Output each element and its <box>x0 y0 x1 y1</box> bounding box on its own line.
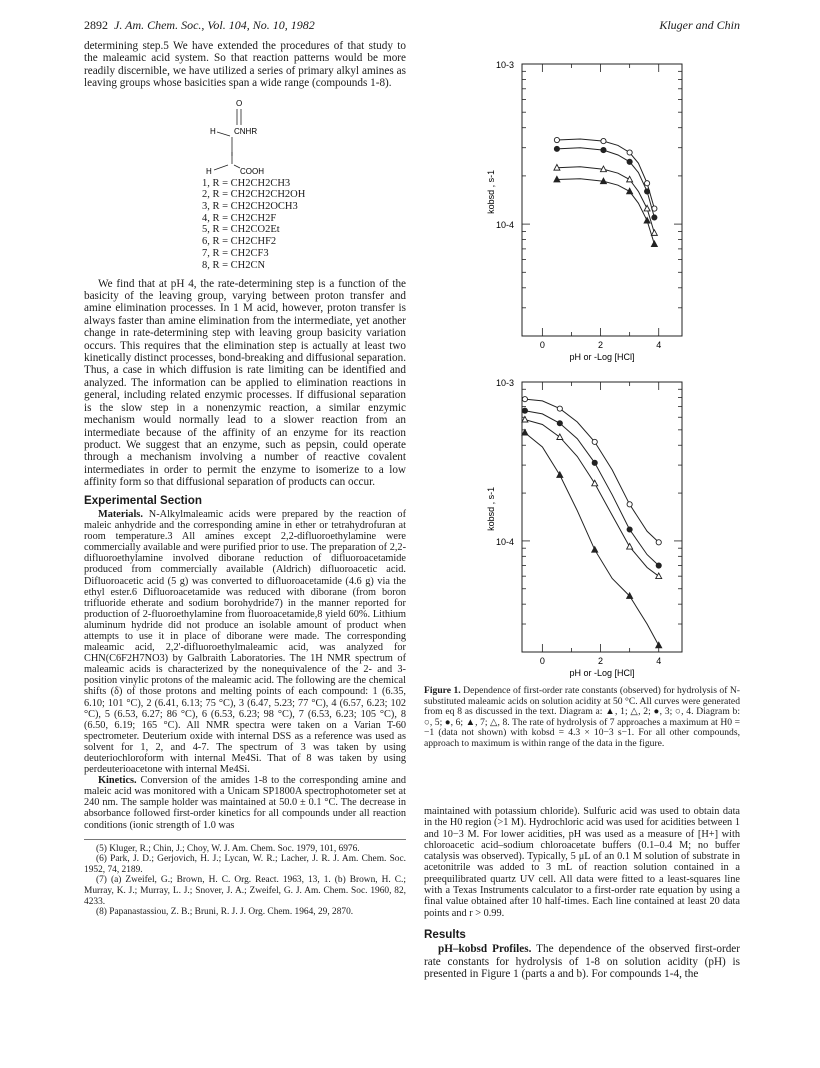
figure-caption-text: Dependence of first-order rate constants (observed) for hydrolysis of N-substituted maleamic acids on solution acidity at 50 °C. All curves were generated from eq 8 as discussed in the text. Diagram a: ▲, 1; △, 2; ●, 3; ○, 4. Diagram b: ○, 5; ●, 6; ▲, 7; △, 8. The rate of hydrolysis of 7 approaches a maximum at H0 = −1 (data not shown) with kobsd = 4.3 × 10−3 s−1. For all other compounds, approach to maximum is within range of the data in the figure. <box>424 685 740 749</box>
page-number: 2892 <box>84 18 108 32</box>
series-line-a-2 <box>557 167 655 233</box>
results-paragraph <box>424 943 740 980</box>
kinetics-text: Conversion of the amides 1-8 to the corresponding amine and maleic acid was monitored with a Unicam SP1800A spectrophotometer set at 240 nm. The sample holder was maintained at 50.0 ± 0.1 °C. The decrease in absorbance followed first-order kinetics for all compounds under all reaction conditions (ionic strength of 1.0 was <box>84 775 407 831</box>
plot-frame-b <box>522 382 682 652</box>
data-point-a-3 <box>554 146 559 151</box>
data-point-a-2 <box>651 230 657 236</box>
data-point-b-8 <box>627 543 633 549</box>
data-point-a-3 <box>601 147 606 152</box>
body-paragraph: We find that at pH 4, the rate-determining step is a function of the basicity of the leaving group, varying between proton transfer and amine elimination processes. In 1 M acid, however, proton transfer is always faster than amine elimination from the intermediate, yet another change in rate-determining step with leaving group basicity variation occurs. This requires that the elimination step is actually at least two kinetically distinct processes, bond-breaking and diffusional separation. Thus, a case in which diffusion is rate limiting can be identified and analyzed. The information can be applied to elimination reactions in general, including related enzymic processes. If diffusional separation is the slow step in a nonenzymic reaction, a similar enzymic mechanism would normally lead to a slower reaction from an intermediate because of the affinity of an enzyme for its reaction product. We suggest that an enzyme, such as pepsin, could operate through a mechanism involving a number of reactive covalent intermediates in order to permit the enzyme to isomerize to a low affinity form so that diffusional separation of products can occur. <box>84 277 406 489</box>
x-tick-label-a: 0 <box>539 340 545 350</box>
x-tick-label-a: 4 <box>656 340 662 350</box>
kinetics-runin: Kinetics. <box>98 775 137 787</box>
y-tick-label-top-a: 10-3 <box>495 60 514 70</box>
y-tick-label-mid-a: 10-4 <box>495 220 514 231</box>
reference-7: (7) (a) Zweifel, G.; Brown, H. C. Org. React. 1963, 13, 1. (b) Brown, H. C.; Murray, K. J.; Murray, L. J.; Snover, J. A.; Zweifel, G. J. Am. Chem. Soc. 1960, 82, 4233. <box>84 875 406 907</box>
left-column <box>84 40 406 918</box>
intro-paragraph: determining step.5 We have extended the procedures of that study to the maleamic acid system. So that reaction patterns would be more readily discernible, we have utilized a series of primary alkyl amines as leaving groups whose basicities span a wide range (compounds 1-8). <box>84 40 406 90</box>
data-point-b-7 <box>656 642 662 648</box>
data-point-b-7 <box>522 429 528 435</box>
figure-label: Figure 1. <box>424 685 461 696</box>
data-point-a-4 <box>554 137 559 142</box>
y-axis-label-b: kobsd , s-1 <box>486 486 496 531</box>
data-point-a-3 <box>627 159 632 164</box>
page-header <box>84 18 740 36</box>
atom-h-top: H <box>210 126 216 136</box>
data-point-b-5 <box>656 540 661 545</box>
series-line-b-8 <box>525 420 659 577</box>
x-tick-label-b: 0 <box>539 656 545 666</box>
maleamic-acid-structure <box>84 96 406 156</box>
materials-paragraph <box>84 509 406 775</box>
series-line-b-5 <box>525 399 659 542</box>
data-point-b-6 <box>557 421 562 426</box>
x-tick-label-a: 2 <box>598 340 604 350</box>
reference-6: (6) Park, J. D.; Gerjovich, H. J.; Lycan, W. R.; Lacher, J. R. J. Am. Chem. Soc. 1952, 74, 2189. <box>84 854 406 875</box>
y-tick-label-top-b: 10-3 <box>495 378 514 388</box>
x-tick-label-b: 4 <box>656 656 662 666</box>
data-point-a-2 <box>644 205 650 211</box>
data-point-b-7 <box>557 472 563 478</box>
data-point-a-1 <box>627 188 633 194</box>
data-point-b-6 <box>656 563 661 568</box>
compound-5: 5, R = CH2CO2Et <box>202 224 280 236</box>
materials-runin: Materials. <box>98 508 143 520</box>
plot-frame-a <box>522 64 682 336</box>
data-point-b-6 <box>627 527 632 532</box>
rate-profile-figure <box>470 52 700 680</box>
running-head-left <box>84 18 315 33</box>
compound-2: 2, R = CH2CH2CH2OH <box>202 189 306 201</box>
data-point-a-2 <box>627 176 633 182</box>
materials-text: N-Alkylmaleamic acids were prepared by the reaction of maleic anhydride and the corresponding amine in ether or tetrahydrofuran at room temperature.3 All amines except 2,2-difluoroethylamine were commercially available and were purified prior to use. The preparation of 2,2-difluoroethylamine involved diborane reduction of difluoroacetamide produced from commercially available (Aldrich) difluoroacetic acid. Difluoroacetic acid (5 g) was converted to difluoroacetamide (4.6 g) via the ethyl ester.6 Difluoroacetamide was reduced with diborane (from boron trifluoride etherate and sodium borohydride7) in the manner reported for production of 2-fluoroethylamine from fluoroacetamide,8 yield 60%. Lithium aluminum hydride did not produce an isolable amount of product when attempts to use it in place of diborane were made. The corresponding maleamic acid, 2,2'-difluoroethylmaleamic acid, was analyzed for CHN(C6F2H7NO3) by Galbraith Laboratories. The 1H NMR spectrum of maleamic acids is characterized by the nonequivalence of the 2- and 3-position vinylic protons of the maleamic acid. The following are the chemical shifts (δ) of those protons and melting points of each compound: 1 (6.35, 6.10; 101 °C), 2 (6.41, 6.13; 75 °C), 3 (6.47, 5.23; 77 °C), 4 (6.57, 6.23; 102 °C), 5 (6.53, 6.27; 86 °C), 6 (6.53, 6.23; 98 °C), 7 (6.53, 6.23; 105 °C), 8 (6.50, 6.19; 165 °C). All NMR spectra were taken on a Varian T-60 spectrometer. Deuterium oxide with internal DSS as a reference was used as solvent for 1, 2, and 4-7. The spectrum of 3 was taken by using deuteriochloroform with internal Me4Si. That of 8 was taken by using perdeuterioacetone with internal Me4Si. <box>84 508 406 776</box>
figure-caption <box>424 686 740 750</box>
group-cooh: COOH <box>240 166 264 176</box>
compound-list <box>202 178 305 272</box>
data-point-a-1 <box>644 218 650 224</box>
data-point-b-8 <box>557 434 563 440</box>
bond-h-bottom <box>214 165 228 170</box>
x-axis-label-a: pH or -Log [HCl] <box>569 352 635 362</box>
data-point-b-5 <box>627 502 632 507</box>
atom-o: O <box>236 98 243 108</box>
compound-4: 4, R = CH2CH2F <box>202 212 277 224</box>
data-point-a-4 <box>601 138 606 143</box>
running-head-authors: Kluger and Chin <box>659 18 740 32</box>
data-point-a-1 <box>651 241 657 247</box>
kinetics-paragraph <box>84 775 406 830</box>
compound-1: 1, R = CH2CH2CH3 <box>202 177 291 189</box>
reference-5: (5) Kluger, R.; Chin, J.; Choy, W. J. Am. Chem. Soc. 1979, 101, 6976. <box>96 843 360 854</box>
data-point-b-6 <box>592 460 597 465</box>
compound-8: 8, R = CH2CN <box>202 259 266 271</box>
journal-citation: J. Am. Chem. Soc., Vol. 104, No. 10, 1982 <box>114 18 315 32</box>
data-point-a-3 <box>652 215 657 220</box>
data-point-b-5 <box>557 406 562 411</box>
figure-1 <box>470 52 700 680</box>
right-column <box>424 806 740 981</box>
reference-list <box>84 839 406 918</box>
data-point-a-4 <box>644 181 649 186</box>
series-line-b-7 <box>525 433 659 646</box>
results-heading: Results <box>424 927 466 941</box>
results-text: The dependence of the observed first-order rate constants for hydrolysis of 1-8 on solution acidity (pH) is presented in Figure 1 (parts a and b). For compounds 1-4, the <box>424 943 740 981</box>
data-point-b-7 <box>592 547 598 553</box>
reference-8: (8) Papanastassiou, Z. B.; Bruni, R. J. J. Org. Chem. 1964, 29, 2870. <box>96 907 354 918</box>
compound-7: 7, R = CH2CF3 <box>202 247 269 259</box>
experimental-continuation: maintained with potassium chloride). Sulfuric acid was used to obtain data in the H0 region (>1 M). Hydrochloric acid was used for acidities between 1 and 10−3 M. For lower acidities, pH was used as a measure of [H+] with chloroacetic acid–sodium chloroacetate buffers (0.1–0.4 M; no buffer catalysis was observed). Typically, 5 μL of an 0.1 M solution of substrate in acetonitrile was added to 3 mL of reaction solution contained in a preequilibrated quartz UV cell. All data were fitted to a least-squares line with a Texas Instruments calculator to a first-order rate equation by using a final value obtained after 10 half-times. Each line contained at least 20 data points and r > 0.99. <box>424 806 740 919</box>
data-point-a-4 <box>627 150 632 155</box>
compound-3: 3, R = CH2CH2OCH3 <box>202 201 298 213</box>
maleamic-acid-structure-lower <box>84 152 406 176</box>
data-point-b-5 <box>592 439 597 444</box>
group-cnhr: CNHR <box>234 126 258 136</box>
x-tick-label-b: 2 <box>598 656 604 666</box>
data-point-b-8 <box>656 573 662 579</box>
data-point-a-3 <box>644 189 649 194</box>
results-runin: pH–kobsd Profiles. <box>438 943 532 956</box>
section-heading: Experimental Section <box>84 493 202 507</box>
y-axis-label-a: kobsd , s-1 <box>486 169 496 214</box>
structure-scheme <box>84 96 406 271</box>
atom-h-bottom: H <box>206 166 212 176</box>
series-line-a-1 <box>557 179 655 244</box>
data-point-b-6 <box>522 408 527 413</box>
x-axis-label-b: pH or -Log [HCl] <box>569 668 635 678</box>
compound-6: 6, R = CH2CHF2 <box>202 236 277 248</box>
bond-h-top <box>217 132 230 136</box>
y-tick-label-mid-b: 10-4 <box>495 536 514 547</box>
data-point-b-5 <box>522 397 527 402</box>
